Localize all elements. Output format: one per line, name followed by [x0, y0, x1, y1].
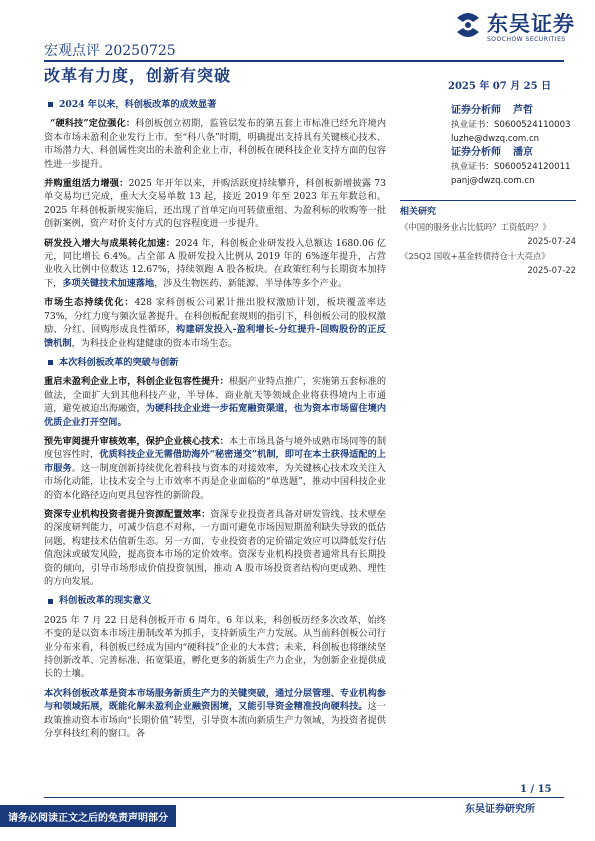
- report-type: 宏观点评 20250725: [44, 43, 176, 59]
- analyst-panel: [451, 104, 576, 188]
- disclaimer-note: 请务必阅读正文之后的免责声明部分: [8, 813, 168, 824]
- main-content: [44, 98, 386, 746]
- analyst-2: 证券分析师 潘京: [451, 147, 533, 158]
- paragraph: 并购重组活力增强：2025 年开年以来，并购活跃度持续攀升，科创板新增披露 73 单交易均已完成，重大大交易单数 13 起，接近 2019 年至 2023 年五年数总和。2025 年科创板新规实施后，还出现了首单定向可转债重组、为盈利标的收购等一批创新案例，资产对价支付方式的包容程度进一步提升。: [44, 178, 386, 230]
- header-divider: [44, 60, 564, 62]
- footer-company: 东吴证券研究所: [465, 804, 535, 815]
- related-date: 2025-07-24: [527, 236, 576, 246]
- footer-divider: [44, 797, 564, 798]
- analyst-1: 证券分析师 芦哲: [451, 105, 533, 116]
- sidebar-divider: [400, 200, 576, 201]
- paragraph: 重启未盈利企业上市，科创企业包容性提升：根据产业特点推广，实施第五套标准的做法，全面扩大到其他科技产业，半导体、商业航天等领域企业将获得境内上市通道，避免被迫出海融资，为硬科技企业进一步拓宽融资渠道，也为资本市场留住境内优质企业打开空间。: [44, 376, 387, 428]
- paragraph: 资深专业机构投资者提升资源配置效率：资深专业投资者具备对研发管线、技术壁垒的深度研判能力，可减少信息不对称，一方面可避免市场因短期盈利缺失导致的低估问题，构建技术估值新生态。另一方面，专业投资者的定价锚定效应可以降低发行估值泡沫或破发风险，提高资本市场的定价效率。资深专业机构投资者通常具有长期投资的倾向，引导市场形成价值投资氛围，推动 A 股市场投资者结构向更成熟、理性的方向发展。: [44, 508, 386, 587]
- related-item[interactable]: 《25Q2 国收+基金转债持仓十大亮点》: [400, 251, 550, 261]
- paragraph: “硬科技”定位强化：科创板创立初期，监管层发布的第五套上市标准已经允许境内资本市场未盈利企业发行上市。至“科八条”时期，明确提出支持具有关键核心技术、市场潜力大、科创属性突出的未盈利企业上市，科创板在硬科技企业支持方面的包容性进一步提升。: [44, 118, 387, 170]
- page-number: 1 / 15: [520, 784, 552, 795]
- related-title: 相关研究: [400, 207, 437, 217]
- page-title: 改革有力度，创新有突破: [44, 66, 232, 85]
- paragraph: 研发投入增大与成果转化加速：2024 年，科创板企业研发投入总额达 1680.06 亿元，同比增长 6.4%。占全部 A 股研发投入比例从 2019 年的 6%逐年提升，占营业收入比例中位数达 12.67%，持续领跑 A 股各板块。在政策红利与长期资本加持下，多项关键技术加速落地，涉及生物医药、新能源、半导体等多个产业。: [44, 237, 386, 289]
- related-date: 2025-07-22: [527, 265, 576, 275]
- section-heading: 本次科创板改革的突破与创新: [44, 356, 386, 369]
- soochow-logo-icon: [453, 10, 483, 40]
- analyst-email[interactable]: panj@dwzq.com.cn: [451, 176, 535, 186]
- square-bullet-icon: [48, 360, 53, 365]
- report-date: 2025 年 07 月 25 日: [448, 81, 552, 92]
- analyst-cert: 执业证书：S0600524110003: [451, 120, 571, 130]
- analyst-cert: 执业证书：S0600524120011: [451, 162, 571, 172]
- paragraph: 预先审阅提升审核效率，保护企业核心技术：本土市场具备与境外成熟市场同等的制度包容性时，优质科技企业无需借助海外“秘密递交”机制，即可在本土获得适配的上市服务。这一制度创新持续优化着科技与资本的对接效率，为关键核心技术攻关注入市场化动能，让技术安全与上市效率不再是企业面临的“单选题”，推动中国科技企业的资本化路径迈向更具包容性的新阶段。: [44, 435, 387, 501]
- brand-logo: [453, 8, 583, 48]
- analyst-email[interactable]: luzhe@dwzq.com.cn: [451, 134, 540, 144]
- related-research: [400, 204, 576, 275]
- square-bullet-icon: [48, 102, 53, 107]
- brand-name-en: SOOCHOW SECURITIES: [487, 36, 566, 43]
- related-item[interactable]: 《中国的服务业占比低吗？工资低吗？》: [400, 222, 551, 232]
- square-bullet-icon: [48, 599, 53, 604]
- paragraph: 市场生态持续优化：428 家科创板公司累计推出股权激励计划，板块覆盖率达 73%，分红力度与频次显著提升。在科创板配套规则的指引下，科创板公司的股权激励、分红、回购形成良性循环，构建研发投入-盈利增长-分红提升-回购股份的正反馈机制，为科技企业构建健康的资本市场生态。: [44, 297, 386, 349]
- brand-name: 东吴证券: [487, 12, 575, 36]
- paragraph: 本次科创板改革是资本市场服务新质生产力的关键突破，通过分层管理、专业机构参与和领域拓展，既能化解未盈利企业融资困境，又能引导资金精准投向硬科技。这一政策推动资本市场向“长期价值”转型，引导资本流向新质生产力领域，为投资者提供分享科技红利的窗口。各: [44, 687, 387, 740]
- section-heading: 科创板改革的现实意义: [44, 594, 386, 607]
- section-heading: 2024 年以来，科创板改革的成效显著: [44, 98, 386, 111]
- paragraph: 2025 年 7 月 22 日是科创板开市 6 周年。6 年以来，科创板历经多次改革，始终不变的是以资本市场注册制改革为抓手，支持新质生产力发展。从当前科创板公司行业分布来看，科创板已经成为国内“硬科技”企业的大本营；未来，科创板也将继续坚持创新改革、完善标准、拓宽渠道，孵化更多的新质生产力企业，为创新企业提供成长的土壤。: [44, 614, 386, 680]
